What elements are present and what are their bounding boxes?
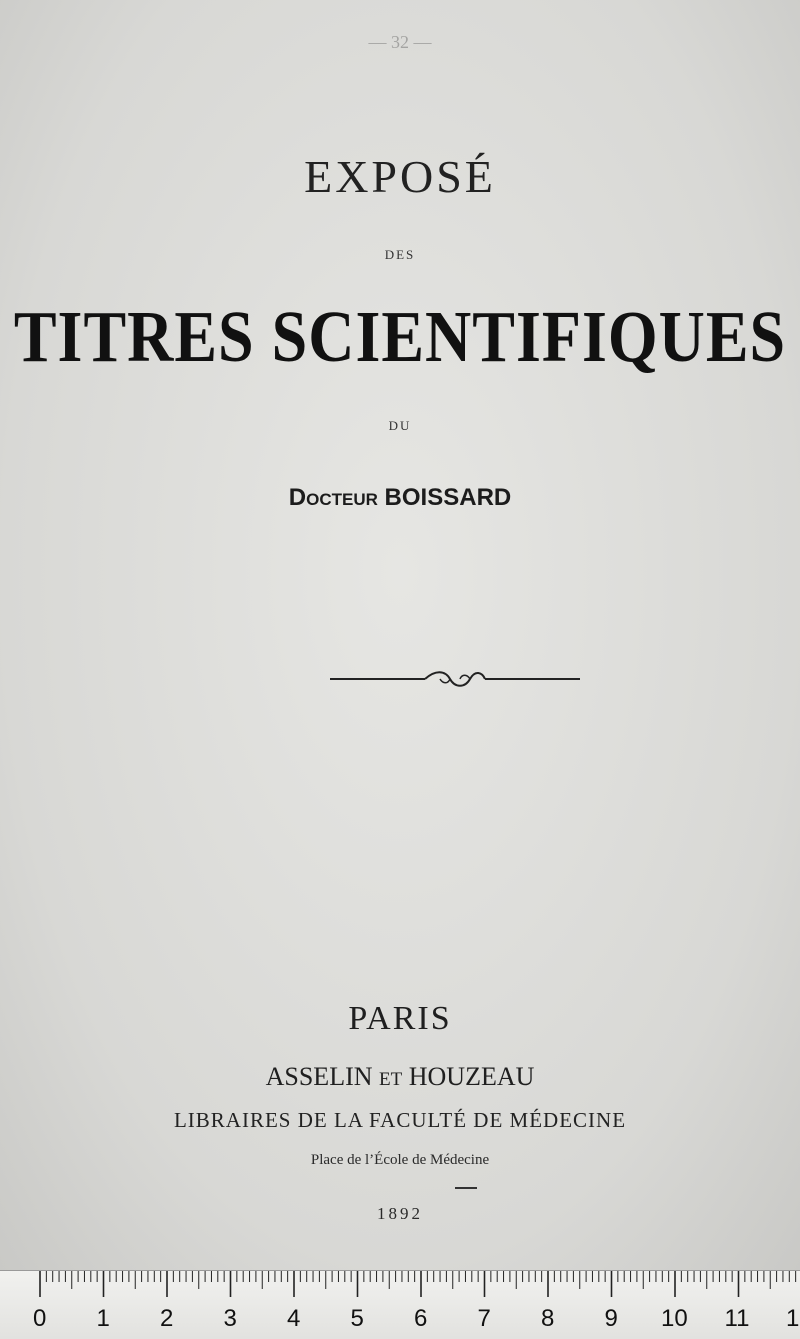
ruler-label: 9: [604, 1305, 618, 1332]
separator-dash: [455, 1187, 477, 1189]
publisher-b: HOUZEAU: [408, 1062, 535, 1091]
ruler-label: 1: [96, 1305, 110, 1332]
ruler-label: 0: [33, 1305, 47, 1332]
ruler-label: 10: [661, 1305, 688, 1332]
measuring-ruler: [0, 1270, 800, 1339]
publisher-a: ASSELIN: [265, 1062, 373, 1091]
ruler-label: 8: [541, 1305, 555, 1332]
ruler-label: 3: [223, 1305, 237, 1332]
main-title: TITRES SCIENTIFIQUES: [13, 295, 787, 378]
ruler-label: 11: [724, 1305, 750, 1332]
page-number: — 32 —: [368, 32, 432, 52]
author-line: [0, 484, 800, 512]
ornament-divider-icon: [330, 668, 580, 690]
publisher-role: LIBRAIRES DE LA FACULTÉ DE MÉDECINE: [173, 1108, 627, 1132]
ruler-label: 2: [160, 1305, 174, 1332]
ruler-label: 7: [477, 1305, 491, 1332]
author-name: BOISSARD: [384, 484, 512, 511]
ruler-label: 4: [287, 1305, 301, 1332]
author-prefix: Docteur: [288, 484, 378, 511]
publisher-address: Place de l’École de Médecine: [310, 1152, 490, 1168]
ruler-label: 5: [350, 1305, 364, 1332]
publisher-line: [0, 1062, 800, 1092]
publisher-conjunction: ET: [379, 1069, 403, 1090]
connector-du: DU: [388, 418, 412, 433]
city: PARIS: [348, 1000, 452, 1037]
ruler-label: 1: [786, 1305, 800, 1332]
ruler-label: 6: [414, 1305, 428, 1332]
connector-des: DES: [384, 247, 416, 262]
title-expose: EXPOSÉ: [304, 151, 496, 202]
publication-year: 1892: [377, 1204, 423, 1223]
